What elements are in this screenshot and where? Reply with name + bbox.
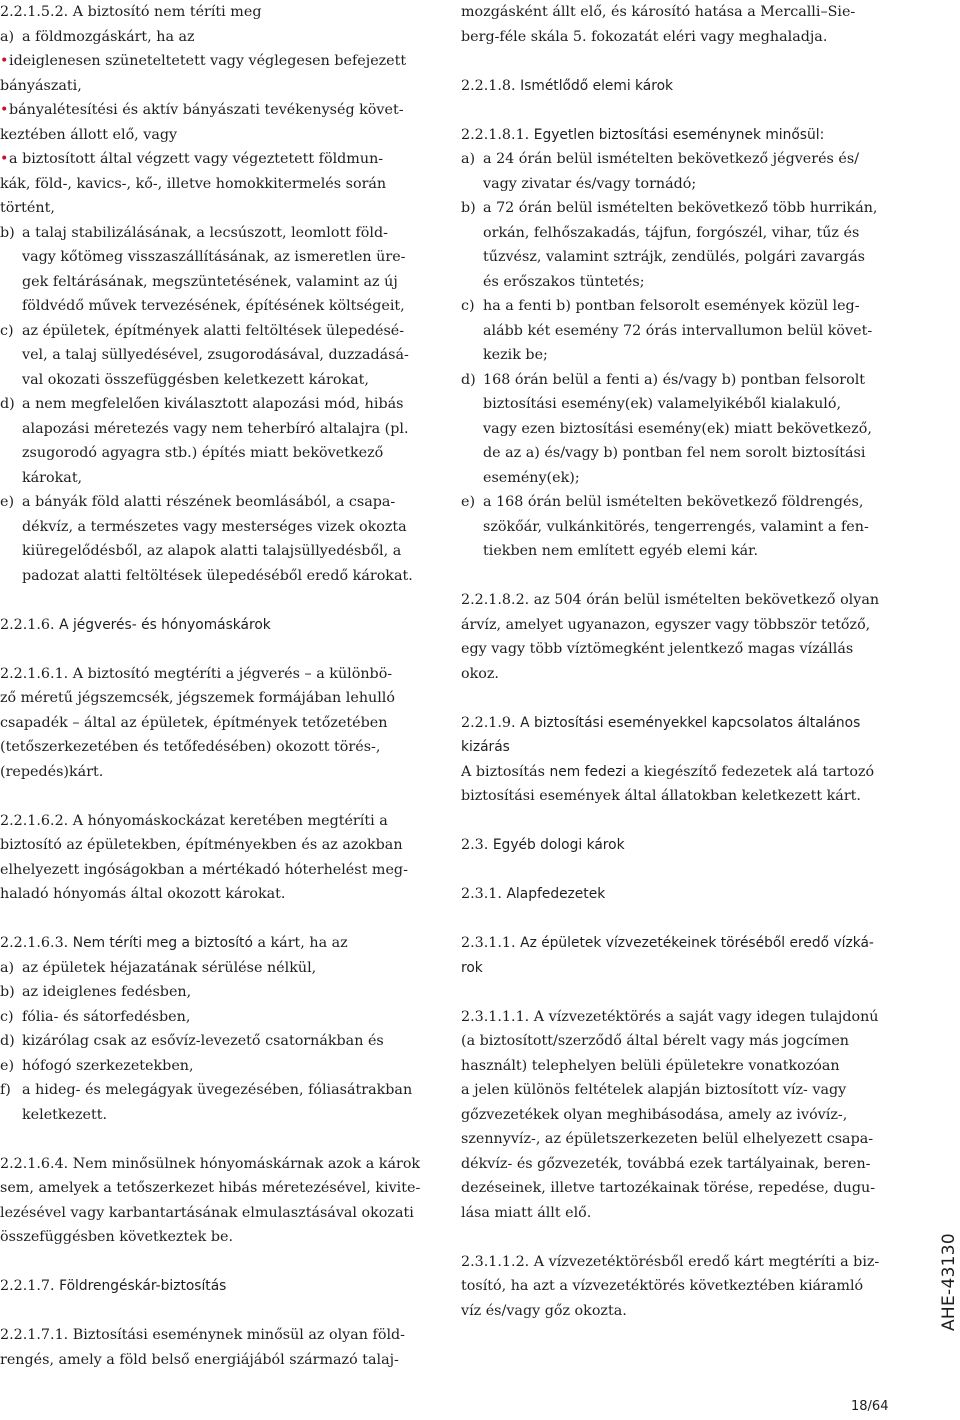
- text-line: [0, 833, 428, 858]
- list-item: [0, 1029, 428, 1054]
- list-item-label: d): [461, 371, 476, 388]
- list-item-continuation: [0, 294, 428, 319]
- list-item-continuation: [461, 392, 893, 417]
- section-heading: [0, 613, 428, 638]
- list-item-continuation: [0, 539, 428, 564]
- list-item-continuation: [0, 515, 428, 540]
- list-item-text: az épületek héjazatának sérülése nélkül,: [22, 959, 317, 976]
- line-text: biztosító az épületekben, építményekben és az azokban: [0, 837, 403, 853]
- text-line: [0, 196, 428, 221]
- line-text: kák, föld-, kavics-, kő-, illetve homokkitermelés során: [0, 175, 387, 192]
- line-text: sem, amelyek a tetőszerkezet hibás méretezésével, kivite-: [0, 1180, 421, 1196]
- list-item-continuation: [461, 417, 893, 442]
- line-text: használt) telephelyen belüli épületekre vonatkozóan: [461, 1057, 840, 1074]
- bullet-text: bányalétesítési és aktív bányászati tevékenység követ-: [9, 102, 404, 118]
- text-line: [0, 735, 428, 760]
- list-item-label: e): [0, 1057, 15, 1074]
- list-item: [0, 1078, 428, 1103]
- paragraph-text: A vízvezetéktörésből eredő kárt megtéríti a biz-: [533, 1253, 880, 1270]
- line-text: (repedés)kárt.: [0, 763, 104, 780]
- list-item-label: d): [0, 1033, 15, 1049]
- document-code: AHE-43130: [939, 1232, 959, 1332]
- list-item-label: a): [0, 959, 15, 976]
- text-line: [0, 74, 428, 99]
- bullet-icon: •: [0, 151, 9, 167]
- list-item: [0, 490, 428, 515]
- list-item-continuation: [461, 343, 893, 368]
- list-item-continuation: [461, 172, 893, 197]
- list-item-text: fólia- és sátorfedésben,: [22, 1008, 191, 1025]
- list-item-label: b): [461, 200, 476, 216]
- list-item-continuation: [0, 466, 428, 491]
- numbered-paragraph-start: [0, 1152, 428, 1177]
- list-item: [0, 1054, 428, 1079]
- list-item: [461, 196, 893, 221]
- text-line: [0, 172, 428, 197]
- list-item-label: c): [461, 298, 475, 314]
- section-title: Ismétlődő elemi károk: [520, 77, 674, 94]
- line-text: (tetőszerkezetében és tetőfedésében) okozott törés-,: [0, 739, 381, 755]
- list-item-text: a 168 órán belül ismételten bekövetkező földrengés,: [483, 494, 864, 510]
- text-line: [0, 711, 428, 736]
- text-line: [0, 123, 428, 148]
- paragraph-number: 2.3.1.1.1.: [461, 1008, 530, 1025]
- line-text: szennyvíz-, az épületszerkezeten belül elhelyezett csapa-: [461, 1131, 874, 1147]
- section-heading-continued: [461, 956, 893, 981]
- line-text: berg-féle skála 5. fokozatát eléri vagy meghaladja.: [461, 28, 828, 45]
- list-item-text: a földmozgáskárt, ha az: [22, 28, 195, 45]
- section-number: 2.2.1.7.: [0, 1278, 55, 1294]
- paragraph-gap: [461, 980, 893, 1005]
- text-line: [461, 784, 893, 809]
- paragraph-gap: [461, 907, 893, 932]
- list-item: [0, 956, 428, 981]
- list-item-text: tűzvész, valamint sztrájk, zendülés, polgári zavargás: [483, 249, 865, 265]
- list-item: [461, 294, 893, 319]
- bullet-text: a biztosított által végzett vagy végeztetett földmun-: [9, 151, 384, 167]
- section-number: 2.3.1.: [461, 886, 502, 902]
- text-line: [0, 1201, 428, 1226]
- line-text: dékvíz- és gőzvezeték, továbbá ezek tartályainak, beren-: [461, 1155, 871, 1172]
- list-item-text: vel, a talaj süllyedésével, zsugorodásával, duzzadásá-: [22, 347, 409, 363]
- list-item-text: vagy ezen biztosítási esemény(ek) miatt bekövetkező,: [483, 420, 872, 437]
- list-item-label: a): [461, 151, 476, 167]
- line-text: biztosítási események által állatokban keletkezett kárt.: [461, 788, 861, 804]
- list-item-label: b): [0, 984, 15, 1000]
- paragraph-text: A hónyomáskockázat keretében megtéríti a: [72, 812, 388, 829]
- list-item-text: az épületek, építmények alatti feltöltések ülepedésé-: [22, 322, 405, 339]
- paragraph-number: 2.2.1.7.1.: [0, 1327, 69, 1343]
- line-text: árvíz, amelyet ugyanazon, egyszer vagy többször tetőző,: [461, 616, 871, 633]
- list-item-text: kizárólag csak az esővíz-levezető csatornákban és: [22, 1033, 384, 1049]
- section-heading: [461, 931, 893, 956]
- paragraph-gap: [0, 907, 428, 932]
- paragraph-number: 2.2.1.6.4.: [0, 1155, 69, 1172]
- list-item-text: vagy zivatar és/vagy tornádó;: [483, 175, 697, 192]
- bullet-icon: •: [0, 102, 9, 118]
- list-item-text: a talaj stabilizálásának, a lecsúszott, leomlott föld-: [22, 224, 388, 241]
- list-item-continuation: [0, 245, 428, 270]
- paragraph-number: 2.2.1.6.1.: [0, 665, 69, 682]
- numbered-paragraph-start: [0, 0, 428, 25]
- list-item-label: c): [0, 322, 14, 339]
- text-line: [0, 760, 428, 785]
- list-item-text: alapozási méretezés vagy nem teherbíró altalajra (pl.: [22, 420, 409, 437]
- section-heading: [461, 833, 893, 858]
- section-title: Alapfedezetek: [506, 886, 606, 902]
- section-title: kizárás: [461, 739, 510, 755]
- text-line: [461, 760, 893, 785]
- numbered-paragraph-start: [461, 1250, 893, 1275]
- bullet-item: [0, 98, 428, 123]
- list-item-continuation: [461, 221, 893, 246]
- line-text: lása miatt állt elő.: [461, 1204, 592, 1221]
- section-title: Egyéb dologi károk: [492, 837, 625, 853]
- line-text: haladó hónyomás által okozott károkat.: [0, 886, 286, 902]
- list-item: [461, 490, 893, 515]
- paragraph-gap: [461, 809, 893, 834]
- bullet-icon: •: [0, 53, 9, 69]
- list-item-text: orkán, felhőszakadás, tájfun, forgószél, vihar, tűz és: [483, 224, 860, 241]
- numbered-paragraph-start: [0, 1323, 428, 1348]
- list-item: [0, 1005, 428, 1030]
- list-item: [0, 221, 428, 246]
- list-item: [0, 25, 428, 50]
- text-line: [461, 1078, 893, 1103]
- list-item-text: a bányák föld alatti részének beomlásából, a csapa-: [22, 494, 396, 510]
- list-item-continuation: [461, 441, 893, 466]
- list-item-label: d): [0, 396, 15, 412]
- section-number: 2.2.1.9.: [461, 714, 516, 731]
- list-item-text: kiüregelődésből, az alapok alatti talajsüllyedésből, a: [22, 543, 402, 559]
- paragraph-number: 2.2.1.6.3.: [0, 935, 69, 951]
- list-item-text: szökőár, vulkánkitörés, tengerrengés, valamint a fen-: [483, 518, 869, 535]
- numbered-paragraph-start: [461, 588, 893, 613]
- list-item-text: ha a fenti b) pontban felsorolt események közül leg-: [483, 298, 860, 314]
- line-text: összefüggésben következtek be.: [0, 1229, 234, 1245]
- list-item-label: b): [0, 224, 15, 241]
- paragraph-gap: [461, 98, 893, 123]
- list-item-text: zsugorodó agyagra stb.) építés miatt bekövetkező: [22, 445, 384, 461]
- list-item-text: a 72 órán belül ismételten bekövetkező több hurrikán,: [483, 200, 878, 216]
- paragraph-text: A vízvezetéktörés a saját vagy idegen tulajdonú: [533, 1008, 879, 1025]
- list-item-label: e): [461, 494, 476, 510]
- text-line: [461, 1176, 893, 1201]
- list-item-continuation: [0, 441, 428, 466]
- list-item-text: gek feltárásának, megszüntetésének, valamint az új: [22, 273, 398, 290]
- list-item-continuation: [461, 319, 893, 344]
- emphasis-text: Nem téríti meg a biztosító: [72, 935, 253, 951]
- list-item-text: de az a) és/vagy b) pontban fel nem sorolt biztosítási: [483, 445, 866, 461]
- line-text: elhelyezett ingóságokban a mértékadó hóterhelést meg-: [0, 861, 408, 878]
- numbered-paragraph-start: [0, 662, 428, 687]
- list-item-text: földvédő művek tervezésének, építésének költségeit,: [22, 298, 405, 314]
- text-line: [0, 1348, 428, 1373]
- right-column: [461, 0, 893, 1323]
- text-line: [0, 1225, 428, 1250]
- paragraph-number: 2.3.1.1.2.: [461, 1253, 530, 1270]
- list-item-text: a nem megfelelően kiválasztott alapozási mód, hibás: [22, 396, 404, 412]
- section-heading: [0, 1274, 428, 1299]
- section-heading: [461, 711, 893, 736]
- list-item-continuation: [461, 245, 893, 270]
- paragraph-number: 2.2.1.5.2.: [0, 4, 69, 20]
- text-line: [461, 1029, 893, 1054]
- text-line: [461, 1103, 893, 1128]
- numbered-paragraph-start: [0, 931, 428, 956]
- section-title: Földrengéskár-biztosítás: [59, 1278, 227, 1294]
- list-item-text: esemény(ek);: [483, 469, 580, 486]
- section-number: 2.2.1.6.: [0, 616, 55, 633]
- section-title: A jégverés- és hónyomáskárok: [59, 616, 271, 633]
- line-text: lezésével vagy karbantartásának elmulasztásával okozati: [0, 1204, 414, 1221]
- paragraph-gap: [0, 784, 428, 809]
- list-item: [0, 980, 428, 1005]
- text-line: [461, 1152, 893, 1177]
- line-text: víz és/vagy gőz okozta.: [461, 1302, 627, 1319]
- text-line: [0, 686, 428, 711]
- paragraph-gap: [0, 1250, 428, 1275]
- bullet-item: [0, 147, 428, 172]
- line-text: csapadék – által az épületek, építmények tetőzetében: [0, 714, 388, 731]
- line-text: a jelen különös feltételek alapján biztosított víz- vagy: [461, 1082, 847, 1098]
- list-item-label: f): [0, 1082, 11, 1098]
- list-item-label: a): [0, 28, 15, 45]
- list-item-continuation: [461, 466, 893, 491]
- list-item-text: alább két esemény 72 órás intervallumon belül követ-: [483, 322, 873, 339]
- text-line: [461, 1054, 893, 1079]
- section-heading: [461, 74, 893, 99]
- paragraph-text: Nem minősülnek hónyomáskárnak azok a károk: [72, 1155, 421, 1172]
- line-text: bányászati,: [0, 77, 82, 94]
- text-line: [461, 1127, 893, 1152]
- list-item-continuation: [0, 564, 428, 589]
- paragraph-text: a kárt, ha az: [257, 935, 348, 951]
- list-item-text: kezik be;: [483, 347, 548, 363]
- paragraph-text: A biztosító nem téríti meg: [72, 4, 262, 20]
- line-text: A biztosítás: [461, 763, 545, 780]
- paragraph-gap: [0, 588, 428, 613]
- list-item: [0, 319, 428, 344]
- text-line: [461, 0, 893, 25]
- text-line: [461, 1201, 893, 1226]
- list-item-text: tiekben nem említett egyéb elemi kár.: [483, 543, 758, 559]
- bullet-text: ideiglenesen szüneteltetett vagy véglegesen befejezett: [9, 53, 407, 69]
- text-line: [461, 25, 893, 50]
- list-item-label: e): [0, 494, 15, 510]
- list-item-text: biztosítási esemény(ek) valamelyikéből kialakuló,: [483, 396, 842, 412]
- paragraph-text: A biztosító megtéríti a jégverés – a különbö-: [72, 665, 393, 682]
- paragraph-gap: [0, 637, 428, 662]
- list-item-text: a 24 órán belül ismételten bekövetkező jégverés és/: [483, 151, 860, 167]
- list-item-text: hófogó szerkezetekben,: [22, 1057, 194, 1074]
- list-item-continuation: [0, 343, 428, 368]
- list-item-text: károkat,: [22, 469, 83, 486]
- list-item-continuation: [461, 270, 893, 295]
- list-item-label: c): [0, 1008, 14, 1025]
- paragraph-number: 2.2.1.8.2.: [461, 592, 530, 608]
- section-title: A biztosítási eseményekkel kapcsolatos általános: [520, 714, 861, 731]
- list-item-text: padozat alatti feltöltések ülepedéséből eredő károkat.: [22, 567, 413, 584]
- text-line: [0, 882, 428, 907]
- list-item-text: dékvíz, a természetes vagy mesterséges vizek okozta: [22, 518, 407, 535]
- section-heading: [461, 882, 893, 907]
- section-number: 2.3.1.1.: [461, 935, 516, 951]
- paragraph-gap: [0, 1299, 428, 1324]
- list-item-continuation: [0, 1103, 428, 1128]
- paragraph-gap: [461, 564, 893, 589]
- section-title: Egyetlen biztosítási eseménynek minősül:: [533, 126, 825, 143]
- list-item-continuation: [461, 539, 893, 564]
- emphasis-text: nem fedezi: [549, 763, 627, 780]
- line-text: okoz.: [461, 665, 499, 682]
- section-number: 2.3.: [461, 837, 489, 853]
- section-number: 2.2.1.8.1.: [461, 126, 530, 143]
- line-text: történt,: [0, 200, 55, 216]
- paragraph-gap: [461, 1225, 893, 1250]
- paragraph-gap: [0, 1127, 428, 1152]
- list-item-continuation: [0, 417, 428, 442]
- paragraph-gap: [461, 858, 893, 883]
- section-title: rok: [461, 959, 483, 976]
- paragraph-number: 2.2.1.6.2.: [0, 812, 69, 829]
- list-item-continuation: [461, 515, 893, 540]
- list-item-text: 168 órán belül a fenti a) és/vagy b) pontban felsorolt: [483, 371, 866, 388]
- list-item: [0, 392, 428, 417]
- section-heading: [461, 123, 893, 148]
- list-item-continuation: [0, 270, 428, 295]
- list-item: [461, 147, 893, 172]
- numbered-paragraph-start: [0, 809, 428, 834]
- text-line: [461, 662, 893, 687]
- list-item-text: val okozati összefüggésben keletkezett károkat,: [22, 371, 369, 388]
- text-line: [0, 858, 428, 883]
- left-column: [0, 0, 428, 1372]
- section-title: Az épületek vízvezetékeinek töréséből eredő vízká-: [520, 935, 874, 951]
- paragraph-text: az 504 órán belül ismételten bekövetkező olyan: [533, 592, 880, 608]
- list-item-continuation: [0, 368, 428, 393]
- list-item: [461, 368, 893, 393]
- text-line: [0, 1176, 428, 1201]
- paragraph-text: Biztosítási eseménynek minősül az olyan föld-: [72, 1327, 405, 1343]
- page-number: 18/64: [851, 1399, 889, 1414]
- line-text: ző méretű jégszemcsék, jégszemek formájában lehulló: [0, 690, 395, 706]
- numbered-paragraph-start: [461, 1005, 893, 1030]
- text-line: [461, 1274, 893, 1299]
- list-item-text: keletkezett.: [22, 1106, 108, 1123]
- line-text: (a biztosított/szerződő által bérelt vagy más jogcímen: [461, 1033, 850, 1049]
- bullet-item: [0, 49, 428, 74]
- list-item-text: és erőszakos tüntetés;: [483, 273, 645, 290]
- paragraph-gap: [461, 49, 893, 74]
- section-heading-continued: [461, 735, 893, 760]
- line-text: rengés, amely a föld belső energiájából származó talaj-: [0, 1351, 399, 1368]
- text-line: [461, 613, 893, 638]
- list-item-text: vagy kőtömeg visszaszállításának, az ismeretlen üre-: [22, 249, 406, 265]
- line-text: egy vagy több víztömegként jelentkező magas vízállás: [461, 641, 854, 657]
- paragraph-gap: [461, 686, 893, 711]
- line-text-tail: a kiegészítő fedezetek alá tartozó: [630, 763, 875, 780]
- line-text: dezéseinek, illetve tartozékainak törése, repedése, dugu-: [461, 1180, 876, 1196]
- line-text: gőzvezetékek olyan meghibásodása, amely az ivóvíz-,: [461, 1106, 848, 1123]
- line-text: tosító, ha azt a vízvezetéktörés következtében kiáramló: [461, 1278, 864, 1294]
- line-text: mozgásként állt elő, és károsító hatása a Mercalli–Sie-: [461, 4, 856, 20]
- text-line: [461, 637, 893, 662]
- text-line: [461, 1299, 893, 1324]
- list-item-text: a hideg- és melegágyak üvegezésében, fóliasátrakban: [22, 1082, 413, 1098]
- section-number: 2.2.1.8.: [461, 77, 516, 94]
- list-item-text: az ideiglenes fedésben,: [22, 984, 192, 1000]
- line-text: keztében állott elő, vagy: [0, 126, 178, 143]
